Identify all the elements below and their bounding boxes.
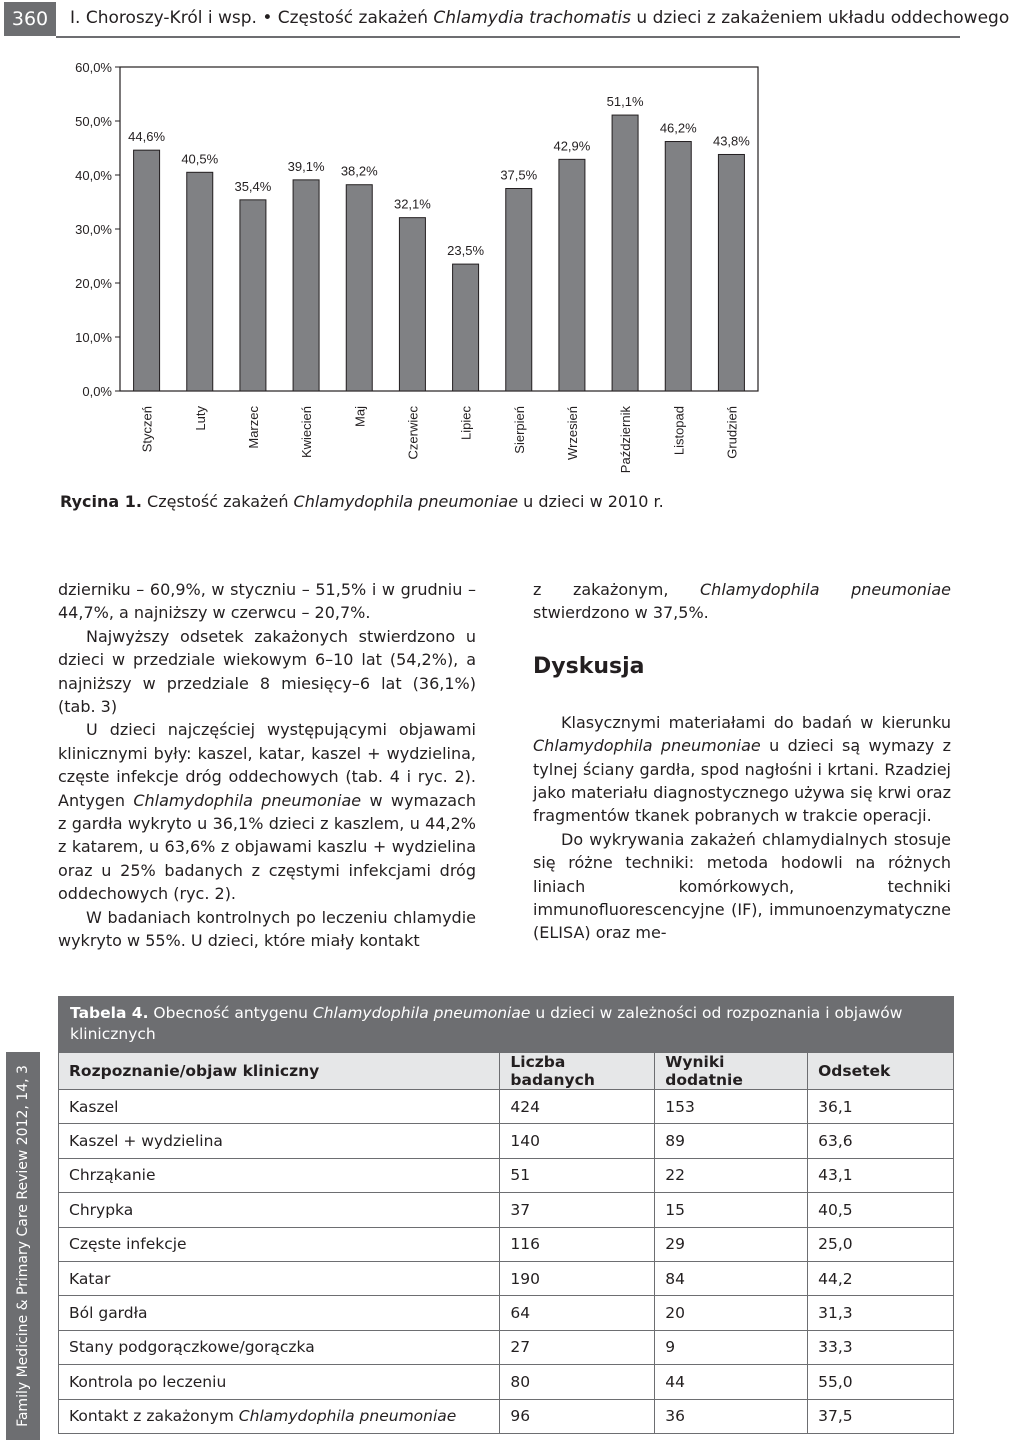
figure-caption-text-before: Częstość zakażeń <box>141 492 294 511</box>
header-rule <box>56 36 960 38</box>
paragraph-text: z zakażonym, <box>533 580 700 599</box>
cell-positive: 84 <box>655 1261 808 1295</box>
column-header-positive: Wyniki dodatnie <box>655 1053 808 1090</box>
cell-percent: 25,0 <box>808 1227 954 1261</box>
figure-caption-text-after: u dzieci w 2010 r. <box>518 492 664 511</box>
paragraph: Najwyższy odsetek zakażonych stwierdzono u dzieci w przedziale wiekowym 6–10 lat (54,2%), a najniższy w przedziale 8 miesięcy–6 lat (36,1%) (tab. 3) <box>58 626 476 717</box>
table-body <box>59 1090 954 1434</box>
table-caption <box>58 996 954 1052</box>
x-tick-label: Kwiecień <box>299 406 315 459</box>
cell-positive: 44 <box>655 1365 808 1399</box>
data-label: 37,5% <box>500 167 538 183</box>
running-header <box>0 0 1009 38</box>
data-label: 44,6% <box>128 129 166 145</box>
paragraph-text: w wymazach z gardła wykryto u 36,1% dzieci z kaszlem, u 44,2% z katarem, u 63,6% z objawami kaszlu + wydzielina oraz u 25% badanych z częstymi infekcjami dróg oddechowych (ryc. 2). <box>58 790 476 904</box>
x-tick-label: Wrzesień <box>564 406 580 460</box>
paragraph-text: u dzieci są wymazy z tylnej ściany gardła, spod nagłośni i krtani. Rzadziej jako materiału diagnostycznego używa się krwi oraz fragmentów tkanek pobranych w trakcie operacji. <box>533 736 951 826</box>
table-caption-text: u dzieci w zależności od rozpoznania i objawów klinicznych <box>70 1004 903 1043</box>
body-column-right <box>533 578 951 945</box>
cell-diagnosis: Kaszel <box>59 1090 500 1124</box>
cell-positive: 9 <box>655 1330 808 1364</box>
bar <box>612 115 638 391</box>
figure-caption-italic: Chlamydophila pneumoniae <box>293 492 519 511</box>
cell-count: 96 <box>500 1399 655 1433</box>
x-tick-label: Listopad <box>671 406 687 456</box>
cell-diagnosis: Kontrola po leczeniu <box>59 1365 500 1399</box>
cell-percent: 55,0 <box>808 1365 954 1399</box>
cell-positive: 22 <box>655 1158 808 1192</box>
data-label: 43,8% <box>712 133 750 149</box>
y-tick-label: 30,0% <box>75 222 112 237</box>
journal-side-label-text: Family Medicine & Primary Care Review 2012, 14, 3 <box>15 1065 31 1427</box>
bar-chart <box>0 40 960 490</box>
cell-percent: 33,3 <box>808 1330 954 1364</box>
x-tick-label: Czerwiec <box>405 406 421 460</box>
x-tick-label: Grudzień <box>724 406 740 459</box>
cell-diagnosis: Stany podgorączkowe/gorączka <box>59 1330 500 1364</box>
cell-positive: 29 <box>655 1227 808 1261</box>
species-name: Chlamydophila pneumoniae <box>533 736 761 756</box>
paragraph <box>58 718 476 905</box>
bar <box>399 218 425 391</box>
y-tick-label: 0,0% <box>82 384 112 399</box>
cell-positive: 36 <box>655 1399 808 1433</box>
data-label: 23,5% <box>447 243 485 259</box>
cell-diagnosis: Chrypka <box>59 1193 500 1227</box>
cell-positive: 153 <box>655 1090 808 1124</box>
paragraph: dzierniku – 60,9%, w styczniu – 51,5% i w grudniu – 44,7%, a najniższy w czerwcu – 20,7%. <box>58 580 476 623</box>
x-tick-label: Styczeń <box>139 406 155 453</box>
running-title-suffix: u dzieci z zakażeniem układu oddechowego <box>630 8 1009 28</box>
bar <box>346 185 372 391</box>
y-tick-label: 60,0% <box>75 60 112 75</box>
table-header-row <box>59 1053 954 1090</box>
cell-percent: 43,1 <box>808 1158 954 1192</box>
cell-positive: 20 <box>655 1296 808 1330</box>
table-row <box>59 1227 954 1261</box>
bar <box>293 180 319 391</box>
table-row <box>59 1330 954 1364</box>
table-row <box>59 1158 954 1192</box>
table-row <box>59 1365 954 1399</box>
data-label: 46,2% <box>659 120 697 136</box>
paragraph-text: Klasycznymi materiałami do badań w kierunku <box>561 712 951 732</box>
table-row <box>59 1261 954 1295</box>
y-tick-label: 10,0% <box>75 330 112 345</box>
paragraph-text: U dzieci najczęściej występującymi objawami klinicznymi były: kaszel, katar, kaszel + wydzielina, częste infekcje dróg oddechowych (tab. 4 i ryc. 2). Antygen <box>58 720 476 810</box>
paragraph: W badaniach kontrolnych po leczeniu chlamydie wykryto w 55%. U dzieci, które miały kontakt <box>58 907 476 951</box>
table-caption-label: Tabela 4. <box>70 1004 149 1022</box>
table-row <box>59 1090 954 1124</box>
table-row <box>59 1193 954 1227</box>
table-row <box>59 1296 954 1330</box>
cell-percent: 63,6 <box>808 1124 954 1158</box>
cell-positive: 15 <box>655 1193 808 1227</box>
bar <box>453 264 479 391</box>
cell-positive: 89 <box>655 1124 808 1158</box>
cell-diagnosis: Chrząkanie <box>59 1158 500 1192</box>
species-name: Chlamydophila pneumoniae <box>238 1407 457 1426</box>
y-tick-label: 50,0% <box>75 114 112 129</box>
cell-count: 424 <box>500 1090 655 1124</box>
paragraph-text: stwierdzono w 37,5%. <box>533 603 709 623</box>
bar <box>187 172 213 391</box>
cell-diagnosis: Katar <box>59 1261 500 1295</box>
cell-diagnosis: Kontakt z zakażonym Chlamydophila pneumoniae <box>59 1399 500 1433</box>
cell-count: 51 <box>500 1158 655 1192</box>
running-title-italic: Chlamydia trachomatis <box>433 8 631 28</box>
running-title-prefix: I. Choroszy-Król i wsp. • Częstość zakażeń <box>70 8 434 28</box>
figure-caption <box>60 490 664 514</box>
cell-count: 37 <box>500 1193 655 1227</box>
data-label: 35,4% <box>234 178 272 194</box>
data-label: 32,1% <box>393 196 431 212</box>
cell-diagnosis: Kaszel + wydzielina <box>59 1124 500 1158</box>
paragraph: Do wykrywania zakażeń chlamydialnych stosuje się różne techniki: metoda hodowli na różnych liniach komórkowych, techniki immunofluorescencyjne (IF), immunoenzymatyczne (ELISA) oraz me- <box>533 829 951 943</box>
data-label: 42,9% <box>553 138 591 154</box>
species-name: Chlamydophila pneumoniae <box>700 580 952 599</box>
bar <box>665 142 691 391</box>
cell-count: 140 <box>500 1124 655 1158</box>
cell-count: 64 <box>500 1296 655 1330</box>
bar <box>506 189 532 392</box>
page-number: 360 <box>4 2 56 36</box>
cell-percent: 37,5 <box>808 1399 954 1433</box>
table-row <box>59 1399 954 1433</box>
bar <box>240 200 266 391</box>
cell-percent: 44,2 <box>808 1261 954 1295</box>
cell-count: 80 <box>500 1365 655 1399</box>
y-tick-label: 20,0% <box>75 276 112 291</box>
data-label: 40,5% <box>181 151 219 167</box>
paragraph <box>533 711 951 828</box>
x-tick-label: Sierpień <box>511 406 527 454</box>
column-header-percent: Odsetek <box>808 1053 954 1090</box>
bar <box>718 154 744 391</box>
table-row <box>59 1124 954 1158</box>
cell-percent: 36,1 <box>808 1090 954 1124</box>
body-column-left <box>58 578 476 953</box>
column-header-count: Liczba badanych <box>500 1053 655 1090</box>
x-tick-label: Październik <box>618 406 634 474</box>
figure-caption-label: Rycina 1. <box>60 492 142 511</box>
data-label: 38,2% <box>340 163 378 179</box>
x-tick-label: Marzec <box>245 406 261 449</box>
data-label: 39,1% <box>287 158 325 174</box>
data-table <box>58 1052 954 1434</box>
plot-frame <box>120 67 758 391</box>
cell-diagnosis: Ból gardła <box>59 1296 500 1330</box>
bar <box>134 150 160 391</box>
cell-count: 116 <box>500 1227 655 1261</box>
running-title <box>70 6 1009 30</box>
x-tick-label: Luty <box>192 406 208 431</box>
section-heading: Dyskusja <box>533 653 645 679</box>
cell-count: 27 <box>500 1330 655 1364</box>
x-tick-label: Lipiec <box>458 406 474 440</box>
cell-percent: 31,3 <box>808 1296 954 1330</box>
species-name: Chlamydophila pneumoniae <box>133 790 362 810</box>
cell-count: 190 <box>500 1261 655 1295</box>
data-label: 51,1% <box>606 94 644 110</box>
y-tick-label: 40,0% <box>75 168 112 183</box>
paragraph <box>533 578 951 625</box>
cell-percent: 40,5 <box>808 1193 954 1227</box>
table-caption-text: Obecność antygenu <box>148 1004 313 1022</box>
table-caption-italic: Chlamydophila pneumoniae <box>312 1004 531 1022</box>
bar <box>559 159 585 391</box>
cell-diagnosis: Częste infekcje <box>59 1227 500 1261</box>
x-tick-label: Maj <box>352 406 368 427</box>
journal-side-label <box>6 1052 40 1440</box>
column-header-diagnosis: Rozpoznanie/objaw kliniczny <box>59 1053 500 1090</box>
